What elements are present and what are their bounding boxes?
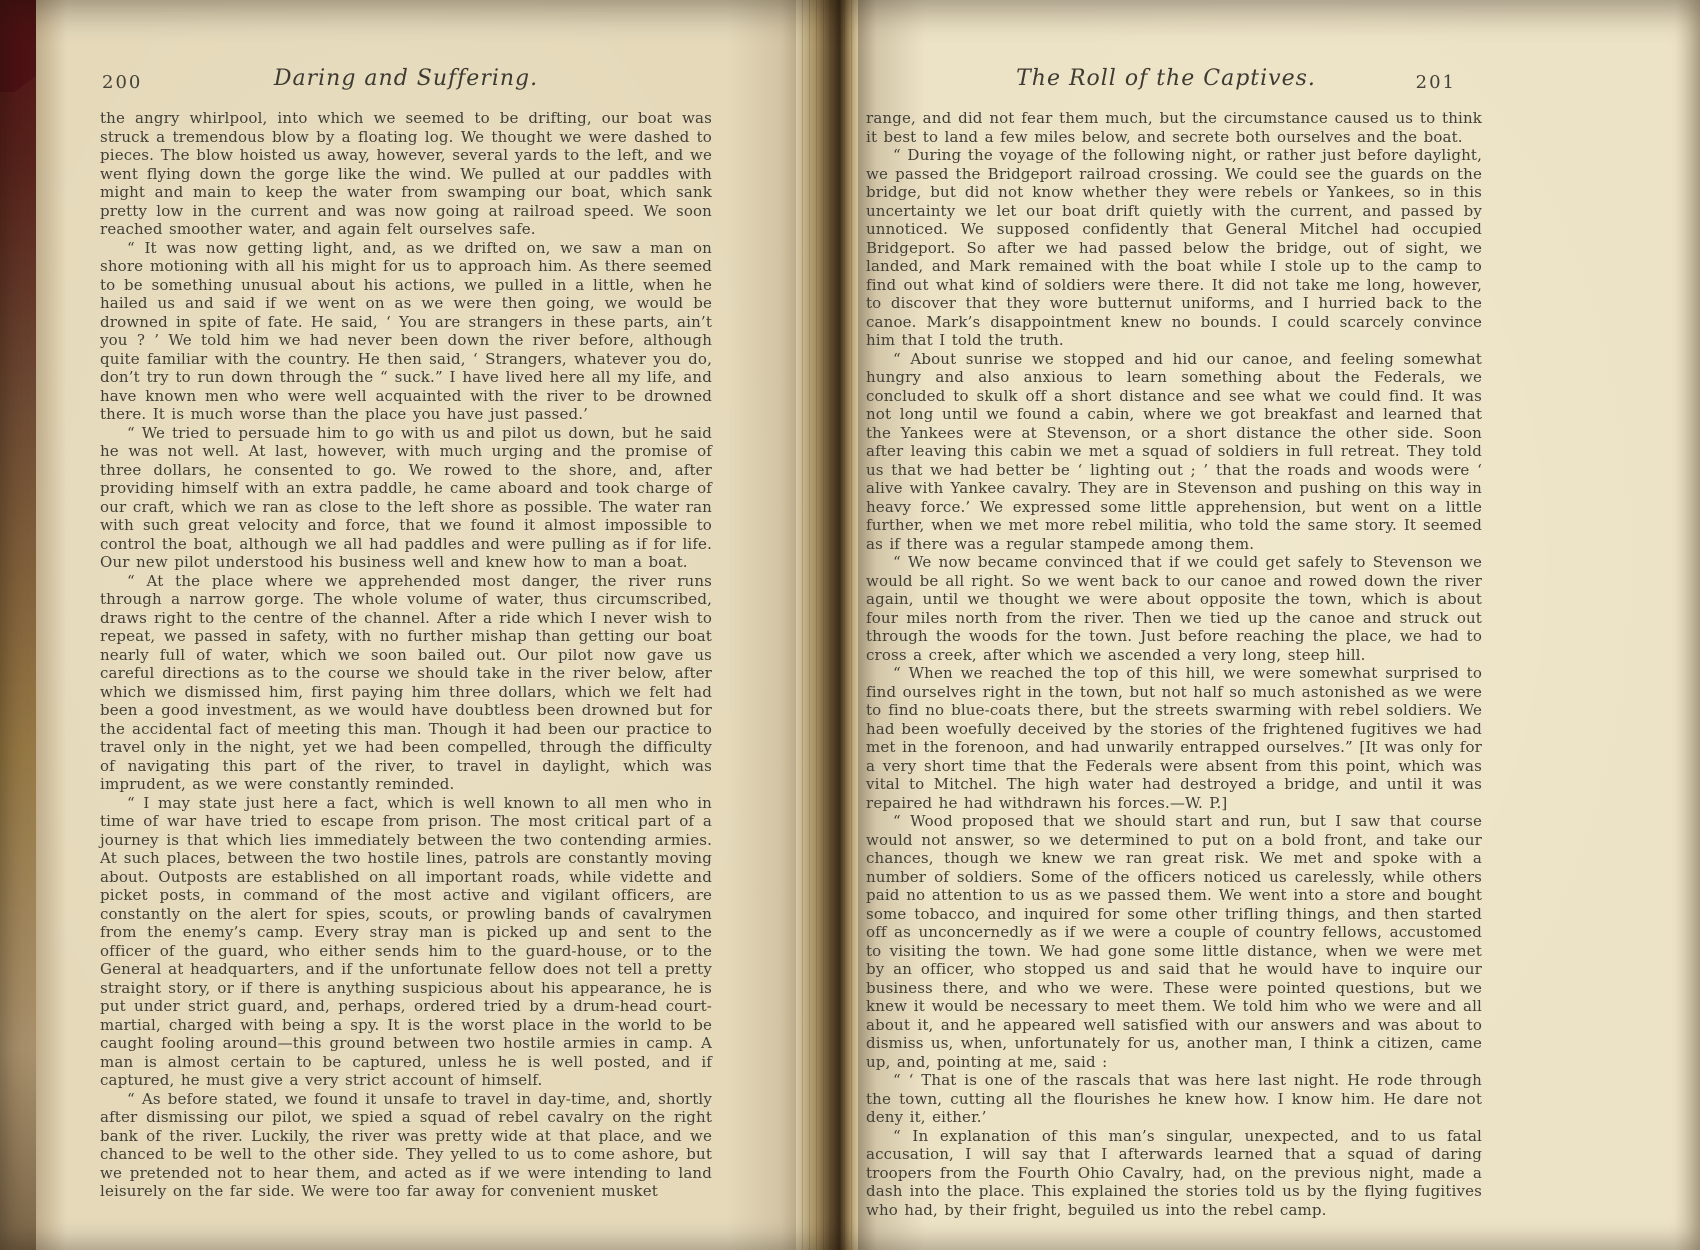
left-page-header — [100, 66, 712, 100]
left-page-number: 200 — [102, 72, 143, 93]
left-page-text — [100, 109, 712, 1201]
body-paragraph: “ When we reached the top of this hill, we were somewhat surprised to find ourselves right in the town, but not half so much astonished as we were to find no blue-coats there, but the streets swarming with rebel soldiers. We had been woefully deceived by the stories of the frightened fugitives we had met in the forenoon, and had unwarily entrapped ourselves.” [It was only for a very short time that the Federals were absent from this point, which was vital to Mitchel. The high water had destroyed a bridge, and until it was repaired he had withdrawn his forces.—W. P.] — [866, 664, 1482, 812]
body-paragraph: the angry whirlpool, into which we seemed to be drifting, our boat was struck a tremendous blow by a floating log. We thought we were dashed to pieces. The blow hoisted us away, however, several yards to the left, and we went flying down the gorge like the wind. We pulled at our paddles with might and main to keep the water from swamping our boat, which sank pretty low in the current and was now going at railroad speed. We soon reached smoother water, and again felt ourselves safe. — [100, 109, 712, 238]
book-cover-edge — [0, 0, 36, 1250]
right-page-text — [866, 109, 1482, 1219]
body-paragraph: “ At the place where we apprehended most danger, the river runs through a narrow gorge. The whole volume of water, thus circumscribed, draws right to the centre of the channel. After a ride which I never wish to repeat, we passed in safety, with no further mishap than getting our boat nearly full of water, which we soon bailed out. Our pilot now gave us careful directions as to the course we should take in the river below, after which we dismissed him, first paying him three dollars, which we felt had been a good investment, as we would have doubtless been drowned but for the accidental fact of meeting this man. Though it had been our practice to travel only in the night, yet we had been compelled, through the difficulty of navigating this part of the river, to travel in daylight, which was imprudent, as we were constantly reminded. — [100, 571, 712, 793]
right-running-title: The Roll of the Captives. — [1016, 66, 1316, 91]
right-page-header — [866, 66, 1466, 100]
right-page-number: 201 — [1415, 72, 1456, 93]
left-running-title: Daring and Suffering. — [273, 66, 539, 91]
body-paragraph: “ We now became convinced that if we could get safely to Stevenson we would be all right. So we went back to our canoe and rowed down the river again, until we thought we were about opposite the town, which is about four miles north from the river. Then we tied up the canoe and struck out through the woods for the town. Just before reaching the place, we had to cross a creek, after which we ascended a very long, steep hill. — [866, 553, 1482, 664]
body-paragraph: “ About sunrise we stopped and hid our canoe, and feeling somewhat hungry and also anxious to learn something about the Federals, we concluded to skulk off a short distance and see what we could find. It was not long until we found a cabin, where we got breakfast and learned that the Yankees were at Stevenson, or a short distance the other side. Soon after leaving this cabin we met a squad of soldiers in full retreat. They told us that we had better be ‘ lighting out ; ’ that the roads and woods were ‘ alive with Yankee cavalry. They are in Stevenson and pushing on this way in heavy force.’ We expressed some little apprehension, but went on a little further, when we met more rebel militia, who told the same story. It seemed as if there was a regular stampede among them. — [866, 349, 1482, 553]
body-paragraph: “ Wood proposed that we should start and run, but I saw that course would not answer, so we determined to put on a bold front, and take our chances, though we knew we ran great risk. We met and spoke with a number of soldiers. Some of the officers noticed us carelessly, while others paid no attention to us as we passed them. We went into a store and bought some tobacco, and inquired for some other trifling things, and then started off as unconcernedly as if we were a couple of country fellows, accustomed to visiting the town. We had gone some little distance, when we were met by an officer, who stopped us and said that he would have to inquire our business there, and who we were. These were pointed questions, but we knew it would be necessary to meet them. We told him who we were and all about it, and he appeared well satisfied with our answers and was about to dismiss us, when, unfortunately for us, another man, I think a citizen, came up, and, pointing at me, said : — [866, 812, 1482, 1071]
body-paragraph: “ As before stated, we found it unsafe to travel in day-time, and, shortly after dismissing our pilot, we spied a squad of rebel cavalry on the right bank of the river. Luckily, the river was pretty wide at that place, and we chanced to be well to the other side. They yelled to us to come ashore, but we pretended not to hear them, and acted as if we were intending to land leisurely on the far side. We were too far away for convenient musket — [100, 1089, 712, 1200]
body-paragraph: range, and did not fear them much, but the circumstance caused us to think it best to land a few miles below, and secrete both ourselves and the boat. — [866, 109, 1482, 146]
book-gutter — [796, 0, 860, 1250]
body-paragraph: “ It was now getting light, and, as we drifted on, we saw a man on shore motioning with all his might for us to approach him. As there seemed to be something unusual about his actions, we pulled in a little, when he hailed us and said if we went on as we were then going, we would be drowned in spite of fate. He said, ‘ You are strangers in these parts, ain’t you ? ’ We told him we had never been down the river before, although quite familiar with the country. He then said, ‘ Strangers, whatever you do, don’t try to run down through the “ suck.” I have lived here all my life, and have known men who were well acquainted with the river to be drowned there. It is much worse than the place you have just passed.’ — [100, 238, 712, 423]
body-paragraph: “ I may state just here a fact, which is well known to all men who in time of war have tried to escape from prison. The most critical part of a journey is that which lies immediately between the two contending armies. At such places, between the two hostile lines, patrols are constantly moving about. Outposts are established on all important roads, while vidette and picket posts, in command of the most active and vigilant officers, are constantly on the alert for spies, scouts, or prowling bands of cavalrymen from the enemy’s camp. Every stray man is picked up and sent to the officer of the guard, who either sends him to the guard-house, or to the General at headquarters, and if the unfortunate fellow does not tell a pretty straight story, or if there is anything suspicious about his appearance, he is put under strict guard, and, perhaps, ordered tried by a drum-head court-martial, charged with being a spy. It is the worst place in the world to be caught fooling around—this ground between two hostile armies in camp. A man is almost certain to be captured, unless he is well posted, and if captured, he must give a very strict account of himself. — [100, 793, 712, 1089]
body-paragraph: “ We tried to persuade him to go with us and pilot us down, but he said he was not well. At last, however, with much urging and the promise of three dollars, he consented to go. We rowed to the shore, and, after providing himself with an extra paddle, he came aboard and took charge of our craft, which we ran as close to the left shore as possible. The water ran with such great velocity and force, that we found it almost impossible to control the boat, although we all had paddles and were pulling as if for life. Our new pilot understood his business well and knew how to man a boat. — [100, 423, 712, 571]
body-paragraph: “ During the voyage of the following night, or rather just before daylight, we passed the Bridgeport railroad crossing. We could see the guards on the bridge, but did not know whether they were rebels or Yankees, so in this uncertainty we let our boat drift quietly with the current, and passed by unnoticed. We supposed confidently that General Mitchel had occupied Bridgeport. So after we had passed below the bridge, out of sight, we landed, and Mark remained with the boat while I stole up to the camp to find out what kind of soldiers were there. It did not take me long, however, to discover that they wore butternut uniforms, and I hurried back to the canoe. Mark’s disappointment knew no bounds. I could scarcely convince him that I told the truth. — [866, 146, 1482, 349]
body-paragraph: “ In explanation of this man’s singular, unexpected, and to us fatal accusation, I will say that I afterwards learned that a squad of daring troopers from the Fourth Ohio Cavalry, had, on the previous night, made a dash into the place. This explained the stories told us by the flying fugitives who had, by their fright, beguiled us into the rebel camp. — [866, 1126, 1482, 1219]
body-paragraph: “ ‘ That is one of the rascals that was here last night. He rode through the town, cutting all the flourishes he knew how. I know him. He dare not deny it, either.’ — [866, 1071, 1482, 1126]
